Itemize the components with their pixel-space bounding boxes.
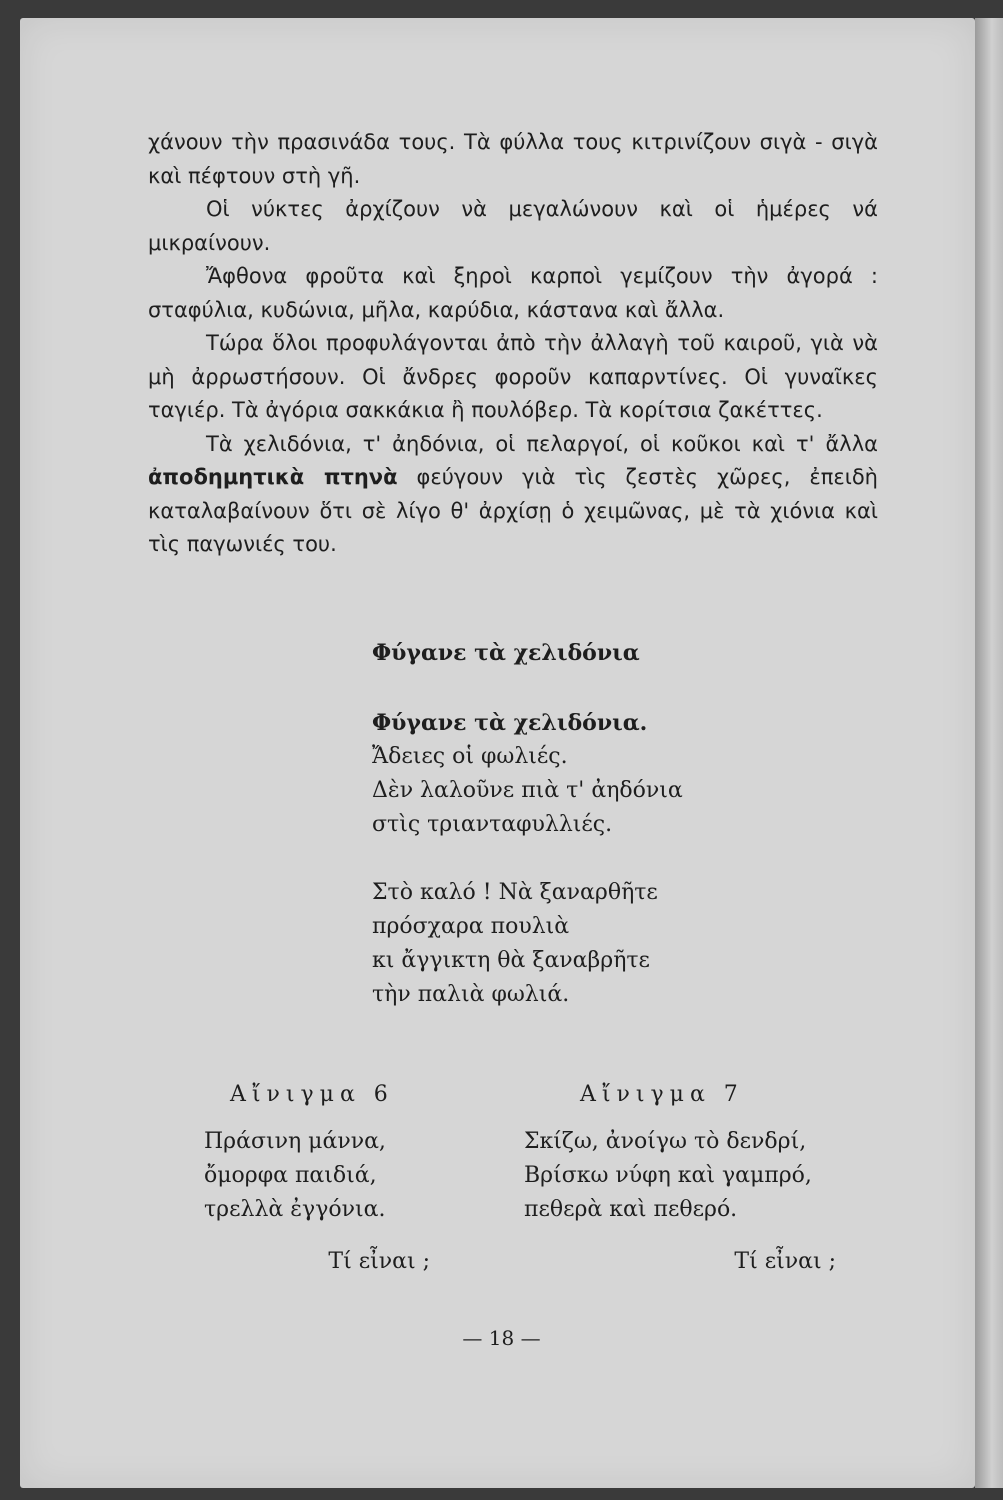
paragraph-1: χάνουν τὴν πρασινάδα τους. Τὰ φύλλα τους κιτρινίζουν σιγὰ - σιγὰ καὶ πέφτουν στὴ γῆ. (148, 130, 878, 188)
prose-text (148, 126, 878, 562)
riddle-line: πεθερὰ καὶ πεθερό. (524, 1197, 738, 1222)
poem-line: Φύγανε τὰ χελιδόνια. (372, 710, 648, 736)
poem-line: πρόσχαρα πουλιὰ (372, 914, 570, 939)
poem-line: τὴν παλιὰ φωλιά. (372, 982, 570, 1007)
riddle-line: Πράσινη μάννα, (204, 1129, 386, 1154)
riddle-question: Τί εἶναι ; (328, 1249, 430, 1274)
riddle-line: ὄμορφα παιδιά, (204, 1163, 377, 1188)
paragraph-5-bold: ἀποδημητικὰ πτηνὰ (148, 465, 398, 489)
page-edge (975, 18, 1003, 1488)
riddle-heading: Αἴνιγμα 6 (230, 1082, 394, 1107)
riddle-heading: Αἴνιγμα 7 (580, 1082, 744, 1107)
riddle-line: Βρίσκω νύφη καὶ γαμπρό, (524, 1163, 812, 1188)
poem-stanza-1 (372, 706, 683, 842)
poem-line: κι ἄγγικτη θὰ ξαναβρῆτε (372, 948, 650, 973)
page-number: — 18 — (462, 1326, 541, 1350)
poem (372, 706, 683, 1046)
paragraph-5 (148, 428, 878, 562)
paragraph-5-start: Τὰ χελιδόνια, τ' ἀηδόνια, οἱ πελαργοί, οἱ κοῦκοι καὶ τ' ἄλλα (206, 431, 878, 456)
poem-line: στὶς τριανταφυλλιές. (372, 812, 613, 837)
paragraph-2: Οἱ νύκτες ἀρχίζουν νὰ μεγαλώνουν καὶ οἱ ἡμέρες νά μικραίνουν. (148, 197, 878, 255)
poem-title: Φύγανε τὰ χελιδόνια (372, 640, 640, 666)
paragraph-5-end: φεύγουν γιὰ τὶς ζεστὲς χῶρες, ἐπειδὴ καταλαβαίνουν ὅτι σὲ λίγο θ' ἀρχίσῃ ὁ χειμῶνας, μὲ τὰ χιόνια καὶ τὶς παγωνιές του. (148, 465, 878, 556)
riddle-line: Σκίζω, ἀνοίγω τὸ δενδρί, (524, 1129, 807, 1154)
paragraph-3: Ἄφθονα φροῦτα καὶ ξηροὶ καρποὶ γεμίζουν τὴν ἀγορά : σταφύλια, κυδώνια, μῆλα, καρύδια, κάστανα καὶ ἄλλα. (148, 264, 878, 322)
poem-line: Ἄδειες οἱ φωλιές. (372, 744, 568, 769)
poem-line: Στὸ καλό ! Νὰ ξαναρθῆτε (372, 880, 658, 905)
riddle-7 (524, 1082, 836, 1274)
riddle-line: τρελλὰ ἐγγόνια. (204, 1197, 386, 1222)
poem-line: Δὲν λαλοῦνε πιὰ τ' ἀηδόνια (372, 778, 683, 803)
riddle-6 (204, 1082, 430, 1274)
riddle-question: Τί εἶναι ; (734, 1249, 836, 1274)
paragraph-4: Τώρα ὅλοι προφυλάγονται ἀπὸ τὴν ἀλλαγὴ τοῦ καιροῦ, γιὰ νὰ μὴ ἀρρωστήσουν. Οἱ ἄνδρες φοροῦν καπαρντίνες. Οἱ γυναῖκες ταγιέρ. Τὰ ἀγόρια σακκάκια ἢ πουλόβερ. Τὰ κορίτσια ζακέττες. (148, 331, 878, 422)
poem-stanza-2 (372, 876, 683, 1012)
